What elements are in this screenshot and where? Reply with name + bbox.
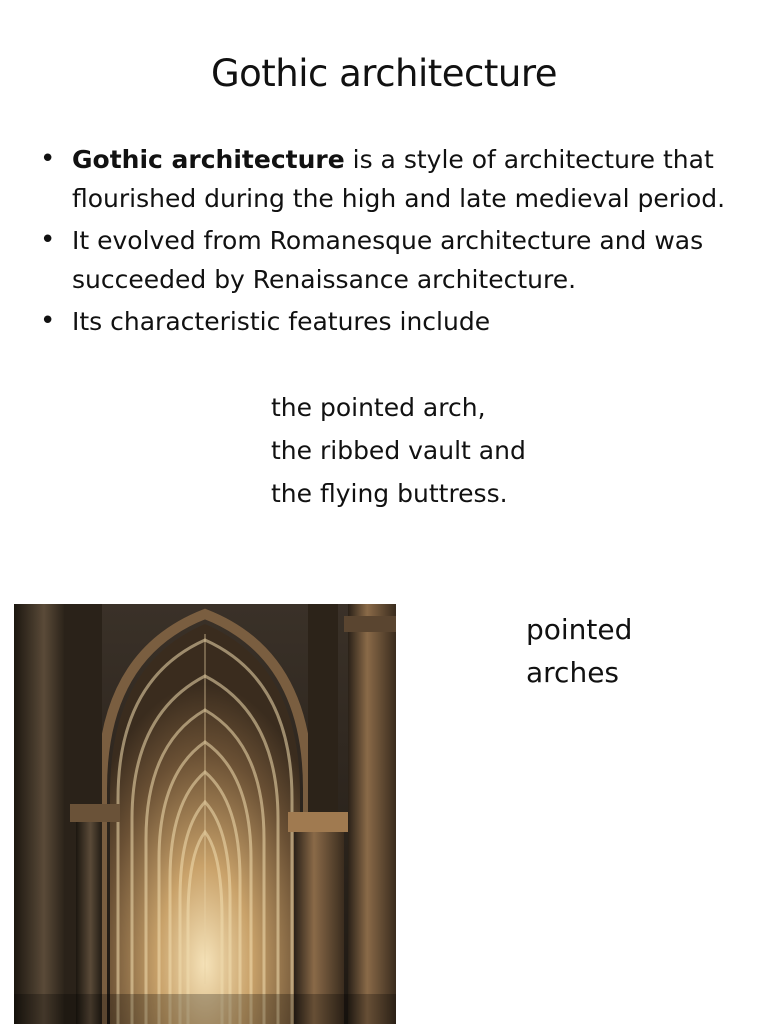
feature-item: the pointed arch,	[271, 393, 486, 422]
bullet-icon: •	[40, 306, 56, 336]
bullet-text: Its characteristic features include	[72, 307, 491, 336]
feature-item: the ribbed vault and	[271, 436, 526, 465]
feature-list	[271, 386, 526, 515]
bullet-bold-text: Gothic architecture	[72, 145, 345, 174]
bullet-text: It evolved from Romanesque architecture and was succeeded by Renaissance architecture.	[72, 226, 704, 294]
feature-item: the flying buttress.	[271, 479, 508, 508]
bullet-list	[40, 140, 740, 344]
gothic-nave-photo	[14, 604, 396, 1024]
bullet-icon: •	[40, 225, 56, 255]
bullet-icon: •	[40, 144, 56, 174]
image-caption: pointed arches	[526, 613, 633, 689]
bullet-item	[40, 302, 740, 341]
bullet-text: is a style of architecture that flourished during the high and late medieval period.	[72, 145, 726, 213]
slide-title: Gothic architecture	[210, 52, 558, 95]
bullet-item	[40, 221, 740, 299]
bullet-item	[40, 140, 740, 218]
